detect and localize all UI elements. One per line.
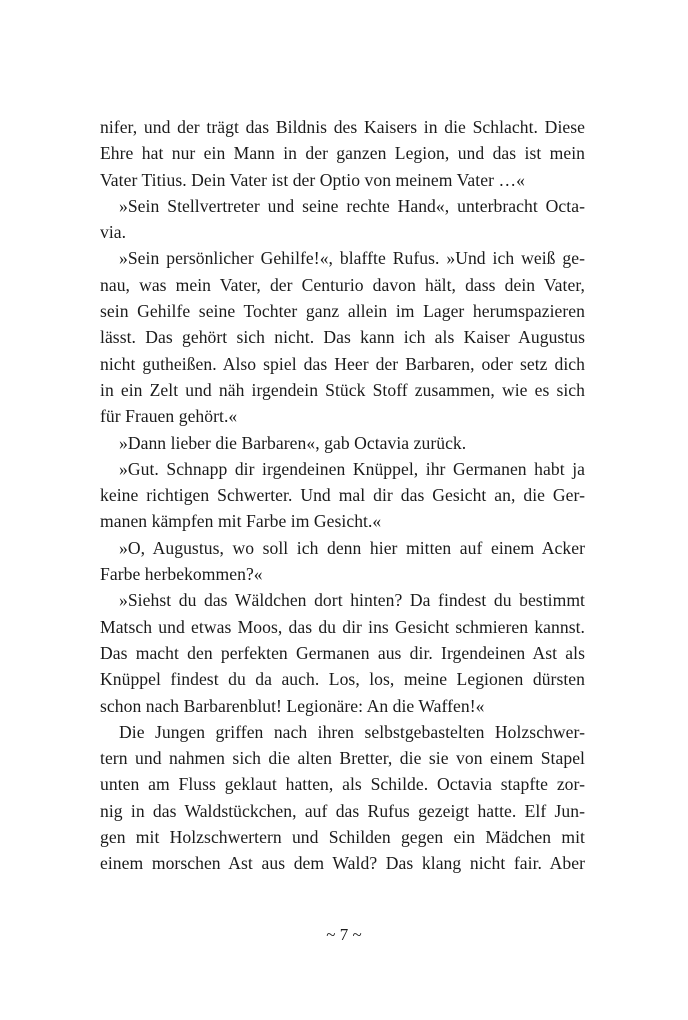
text-line: Ehre hat nur ein Mann in der ganzen Legion, und das ist mein (100, 143, 585, 164)
text-line: unten am Fluss geklaut hatten, als Schilde. Octavia stapfte zor- (100, 774, 585, 795)
text-line: »O, Augustus, wo soll ich denn hier mitten auf einem Acker (119, 537, 585, 558)
text-line: via. (100, 222, 127, 243)
text-line: »Sein persönlicher Gehilfe!«, blaffte Rufus. »Und ich weiß ge- (119, 248, 585, 269)
page-number: ~ 7 ~ (326, 925, 362, 944)
text-line: tern und nahmen sich die alten Bretter, die sie von einem Stapel (100, 748, 585, 769)
text-line: Die Jungen griffen nach ihren selbstgebastelten Holzschwer- (119, 721, 585, 742)
text-line: »Siehst du das Wäldchen dort hinten? Da findest du bestimmt (119, 590, 585, 611)
text-line: sein Gehilfe seine Tochter ganz allein im Lager herumspazieren (100, 301, 585, 322)
text-line: nicht gutheißen. Also spiel das Heer der Barbaren, oder setz dich (100, 353, 585, 374)
text-line: lässt. Das gehört sich nicht. Das kann ich als Kaiser Augustus (100, 327, 585, 348)
text-line: schon nach Barbarenblut! Legionäre: An die Waffen!« (100, 695, 485, 716)
text-line: Knüppel findest du da auch. Los, los, meine Legionen dürsten (100, 669, 585, 690)
text-line: nifer, und der trägt das Bildnis des Kaisers in die Schlacht. Diese (100, 117, 585, 137)
text-line: nig in das Waldstückchen, auf das Rufus gezeigt hatte. Elf Jun- (100, 800, 585, 821)
text-line: »Gut. Schnapp dir irgendeinen Knüppel, ihr Germanen habt ja (119, 458, 585, 479)
text-line: keine richtigen Schwerter. Und mal dir das Gesicht an, die Ger- (100, 485, 585, 506)
text-line: Das macht den perfekten Germanen aus dir. Irgendeinen Ast als (100, 642, 585, 663)
text-line: gen mit Holzschwertern und Schilden gegen ein Mädchen mit (100, 827, 585, 848)
text-line: nau, was mein Vater, der Centurio davon hält, dass dein Vater, (100, 274, 585, 295)
text-line: Farbe herbekommen?« (100, 564, 263, 585)
text-line: »Dann lieber die Barbaren«, gab Octavia zurück. (119, 432, 467, 453)
text-line: Vater Titius. Dein Vater ist der Optio von meinem Vater …« (100, 169, 525, 190)
text-line: in ein Zelt und näh irgendein Stück Stoff zusammen, wie es sich (100, 379, 585, 400)
text-line: für Frauen gehört.« (100, 406, 238, 427)
text-line: manen kämpfen mit Farbe im Gesicht.« (100, 511, 382, 532)
body-text (100, 114, 585, 877)
text-line: »Sein Stellvertreter und seine rechte Hand«, unterbracht Octa- (119, 195, 585, 216)
text-line: einem morschen Ast aus dem Wald? Das klang nicht fair. Aber (100, 853, 585, 874)
text-line: Matsch und etwas Moos, das du dir ins Gesicht schmieren kannst. (100, 616, 585, 637)
